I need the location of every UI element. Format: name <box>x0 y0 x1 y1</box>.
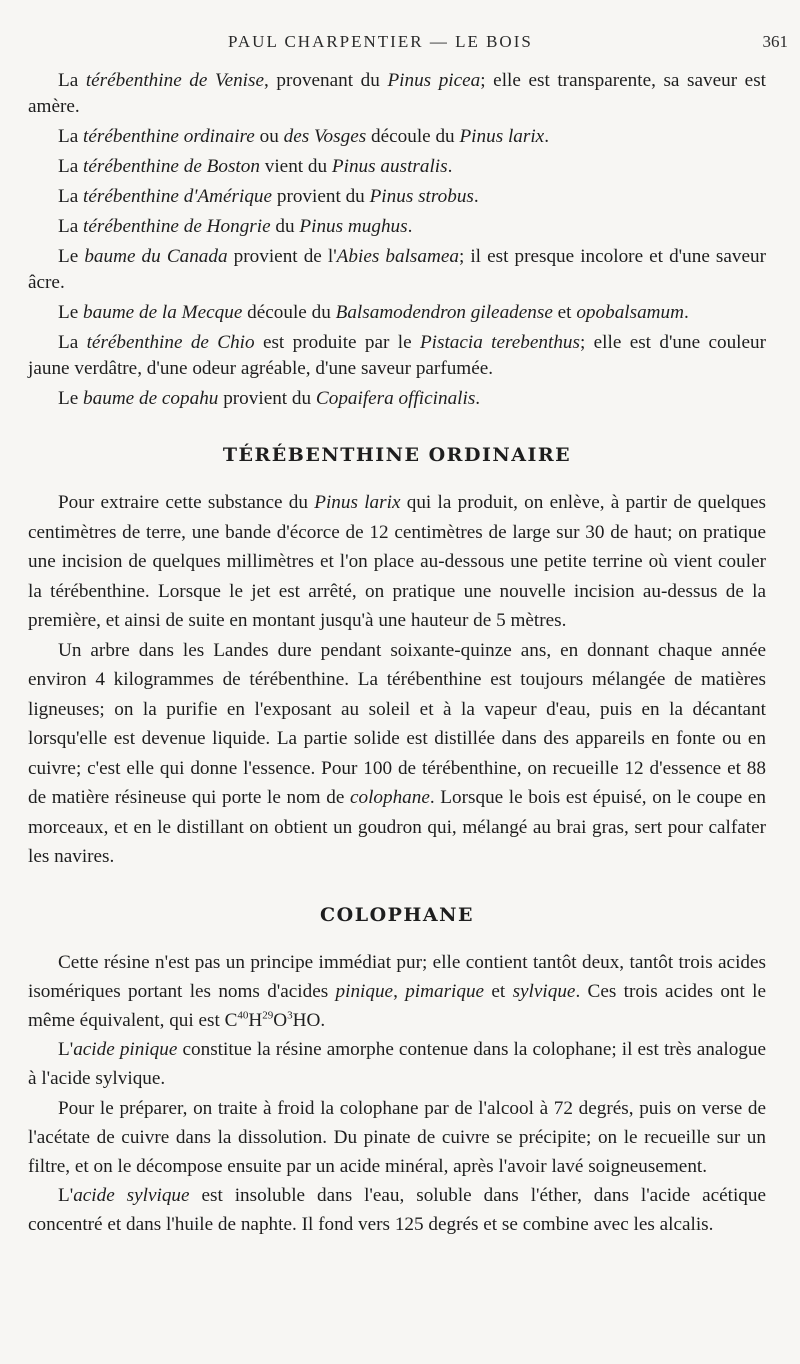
section-heading-terebenthine: TÉRÉBENTHINE ORDINAIRE <box>222 444 572 466</box>
paragraph: Pour le préparer, on traite à froid la colophane par de l'alcool à 72 degrés, puis on verse de l'acétate de cuivre dans la dissolution. Du pinate de cuivre se précipite; on le recueille sur un filtre, et on le décompose ensuite par un acide minéral, après l'avoir lavé soigneusement. <box>28 1097 766 1177</box>
list-item: La térébenthine ordinaire ou des Vosges découle du Pinus larix. <box>58 126 549 147</box>
paragraph: L'acide pinique constitue la résine amorphe contenue dans la colophane; il est très analogue à l'acide sylvique. <box>28 1039 766 1090</box>
list-item: Le baume de la Mecque découle du Balsamodendron gileadense et opobalsamum. <box>58 302 689 323</box>
list-item: La térébenthine de Venise, provenant du Pinus picea; elle est transparente, sa saveur est amère. <box>28 70 766 117</box>
paragraph: L'acide sylvique est insoluble dans l'eau, soluble dans l'éther, dans l'acide acétique concentré et dans l'huile de naphte. Il fond vers 125 degrés et se combine avec les alcalis. <box>28 1185 767 1236</box>
resin-list <box>28 68 766 412</box>
paragraph: Un arbre dans les Landes dure pendant soixante-quinze ans, en donnant chaque année environ 4 kilogrammes de térébenthine. La térébenthine est toujours mélangée de matières ligneuses; on la purifie en l'exposant au soleil et à la vapeur d'eau, puis en la décantant lorsqu'elle est devenue liquide. La partie solide est distillée dans des appareils en fonte ou en cuivre; c'est elle qui donne l'essence. Pour 100 de térébenthine, on recueille 12 d'essence et 88 de matière résineuse qui porte le nom de colophane. Lorsque le bois est épuisé, on le coupe en morceaux, et en le distillant on obtient un goudron qui, mélangé au brai gras, sert pour calfater les navires. <box>28 639 767 867</box>
list-item: La térébenthine de Boston vient du Pinus australis. <box>58 156 453 177</box>
list-item: La térébenthine d'Amérique provient du Pinus strobus. <box>58 186 479 207</box>
section-colophane <box>28 948 766 1240</box>
running-header <box>0 32 800 58</box>
list-item: Le baume de copahu provient du Copaifera officinalis. <box>58 388 481 409</box>
list-item: La térébenthine de Chio est produite par le Pistacia terebenthus; elle est d'une couleur jaune verdâtre, d'une odeur agréable, d'une saveur parfumée. <box>28 332 766 379</box>
paragraph: Pour extraire cette substance du Pinus larix qui la produit, on enlève, à partir de quelques centimètres de terre, une bande d'écorce de 12 centimètres de large sur 30 de haut; on pratique une incision de quelques millimètres et l'on place au-dessous une petite terrine où vient couler la térébenthine. Lorsque le jet est arrêté, on pratique une nouvelle incision au-dessus de la première, et ainsi de suite en montant jusqu'à une hauteur de 5 mètres. <box>28 492 767 631</box>
list-item: La térébenthine de Hongrie du Pinus mughus. <box>58 216 413 237</box>
running-title: PAUL CHARPENTIER — LE BOIS <box>228 32 533 51</box>
paragraph: Cette résine n'est pas un principe immédiat pur; elle contient tantôt deux, tantôt trois acides isomériques portant les noms d'acides pinique, pimarique et sylvique. Ces trois acides ont le même équivalent, qui est $C^{40}H^{29}O^3HO$. <box>28 951 766 1031</box>
page-body <box>28 68 766 1240</box>
section-heading-colophane: COLOPHANE <box>320 903 474 926</box>
list-item: Le baume du Canada provient de l'Abies balsamea; il est presque incolore et d'une saveur âcre. <box>28 246 766 293</box>
section-terebenthine <box>28 488 766 872</box>
page-number: 361 <box>762 32 788 51</box>
